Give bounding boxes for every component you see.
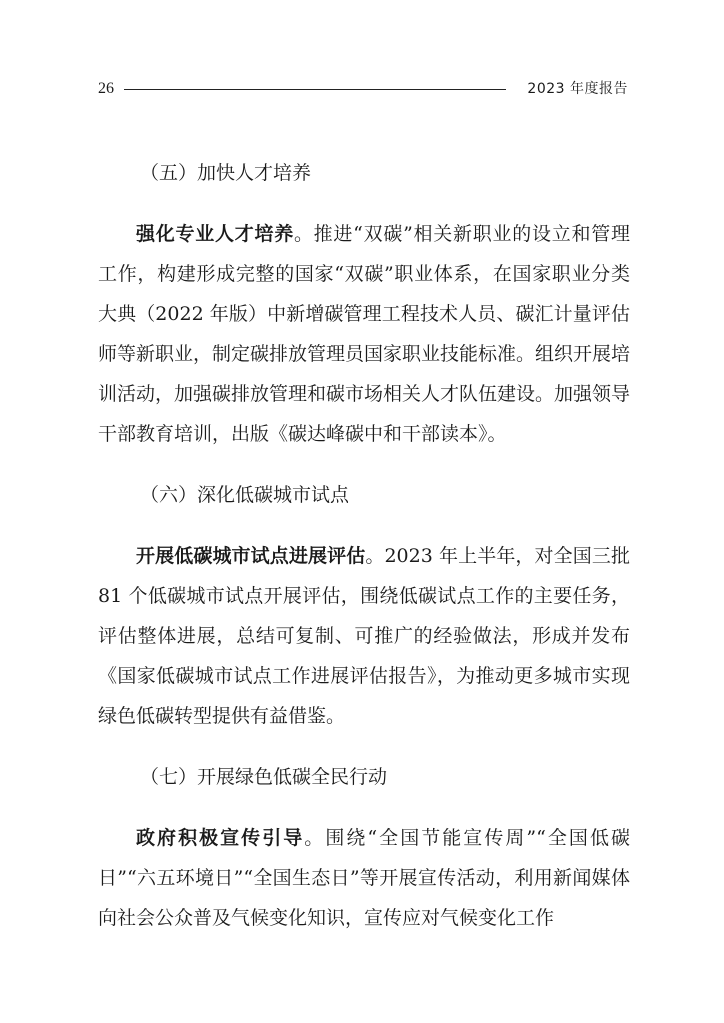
section-5-paragraph [98, 214, 630, 454]
section-heading-7: （七）开展绿色低碳全民行动 [140, 766, 388, 788]
document-body [98, 152, 630, 958]
section-6-lead: 开展低碳城市试点进展评估 [136, 545, 366, 567]
section-7-body: 。围绕“全国节能宣传周”“全国低碳日”“六五环境日”“全国生态日”等开展宣传活动，利用新闻媒体向社会公众普及气候变化知识，宣传应对气候变化工作 [98, 827, 630, 929]
page-header [98, 78, 628, 100]
section-7-paragraph [98, 818, 630, 938]
page-number: 26 [98, 80, 114, 97]
section-7-lead: 政府积极宣传引导 [136, 827, 305, 849]
section-5-lead: 强化专业人才培养 [136, 223, 294, 245]
section-heading-6: （六）深化低碳城市试点 [140, 484, 350, 506]
header-divider [124, 89, 506, 90]
report-title: 2023 年度报告 [527, 81, 628, 97]
section-5-body: 。推进“双碳”相关新职业的设立和管理工作，构建形成完整的国家“双碳”职业体系，在国家职业分类大典（2022 年版）中新增碳管理工程技术人员、碳汇计量评估师等新职业，制定碳排放管理员国家职业技能标准。组织开展培训活动，加强碳排放管理和碳市场相关人才队伍建设。加强领导干部教育培训，出版《碳达峰碳中和干部读本》。 [98, 223, 631, 445]
section-6-body: 。2023 年上半年，对全国三批 81 个低碳城市试点开展评估，围绕低碳试点工作的主要任务，评估整体进展，总结可复制、可推广的经验做法，形成并发布《国家低碳城市试点工作进展评估报告》，为推动更多城市实现绿色低碳转型提供有益借鉴。 [98, 545, 630, 727]
section-6-paragraph [98, 536, 630, 736]
section-heading-5: （五）加快人才培养 [140, 162, 312, 184]
